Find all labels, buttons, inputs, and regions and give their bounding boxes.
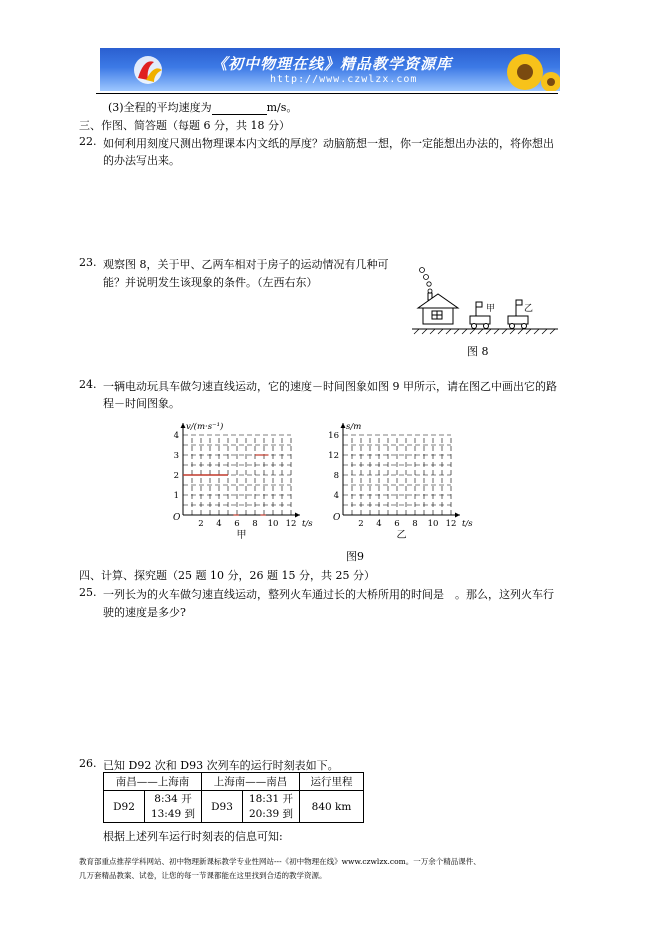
footer-line1: 教育部重点推荐学科网站、初中物理新课标教学专业性网站---《初中物理在线》www.czwlzx.com。一万余个精品课件、 — [79, 857, 481, 866]
q22-line2: 的办法写出来。 — [103, 154, 180, 167]
q24-line2: 程－时间图象。 — [103, 397, 180, 410]
chart-jia-y-tick-label: 3 — [173, 451, 179, 461]
q26-after: 根据上述列车运行时刻表的信息可知: — [103, 830, 283, 843]
chart-yi-y-tick-label: 4 — [333, 491, 339, 501]
chart-yi-y-arrow — [341, 423, 346, 428]
figure-8 — [410, 266, 560, 341]
car-yi-label: 乙 — [524, 304, 534, 314]
chart-yi-x-tick-label: 4 — [376, 519, 382, 529]
chart-jia-y-tick-label: 2 — [173, 471, 179, 481]
q26-number: 26. — [79, 757, 97, 770]
car-jia-label: 甲 — [486, 304, 496, 314]
chart-yi-x-arrow — [455, 513, 460, 518]
timetable — [103, 772, 364, 823]
train-d92: D92 — [104, 791, 145, 823]
d92-departure: 8:34 开 — [154, 792, 192, 805]
header-shanghai-nanchang: 上海南——南昌 — [202, 773, 300, 791]
chart-yi-y-tick-label: 12 — [328, 451, 339, 461]
q21-part3-text: (3)全程的平均速度为 — [108, 101, 212, 114]
q23-number: 23. — [79, 256, 97, 269]
header-distance: 运行里程 — [300, 773, 364, 791]
figure-9-caption: 图9 — [346, 550, 364, 563]
chart-yi-x-tick-label: 12 — [445, 519, 457, 529]
chart-jia-y-tick-label: 1 — [173, 491, 179, 501]
q24-line1: 一辆电动玩具车做匀速直线运动，它的速度－时间图象如图 9 甲所示，请在图乙中画出它的路 — [103, 380, 557, 393]
sunflower-icon — [485, 48, 560, 91]
chart-yi-y-tick-label: 8 — [333, 471, 339, 481]
chart-jia-panel-label: 甲 — [236, 530, 247, 540]
smoke-icon — [420, 268, 433, 294]
chart-jia-x-axis-label: t/s — [302, 519, 313, 529]
chart-jia-x-tick-label: 10 — [267, 519, 279, 529]
chart-jia-x-tick-label: 12 — [285, 519, 297, 529]
ground-hatching — [414, 329, 555, 334]
banner-url: http://www.czwlzx.com — [270, 74, 418, 85]
chart-jia-y-tick-label: 4 — [173, 431, 179, 441]
d92-arrival: 13:49 到 — [150, 807, 196, 820]
chart-yi-y-tick-label: 16 — [328, 431, 339, 441]
d93-departure: 18:31 开 — [248, 792, 294, 805]
d92-times — [145, 791, 202, 823]
chart-yi-origin-label: O — [333, 513, 341, 523]
chart-yi-x-axis-label: t/s — [462, 519, 473, 529]
header-nanchang-shanghai: 南昌——上海南 — [104, 773, 202, 791]
chart-jia-x-tick-label: 4 — [216, 519, 222, 529]
figure-8-caption: 图 8 — [467, 345, 489, 358]
chart-jia-y-axis-label: v/(m·s⁻¹) — [186, 422, 224, 432]
q25-line1: 一列长为的火车做匀速直线运动，整列火车通过长的大桥所用的时间是 。那么，这列火车行 — [103, 588, 554, 601]
chart-yi-x-tick-label: 2 — [358, 519, 364, 529]
d93-times — [243, 791, 300, 823]
chart-jia-origin-label: O — [173, 513, 181, 523]
chart-jia-x-tick-label: 2 — [198, 519, 204, 529]
chart-yi-panel-label: 乙 — [396, 530, 407, 540]
answer-blank — [212, 104, 267, 115]
chart-jia-x-arrow — [295, 513, 300, 518]
figure-9-charts — [165, 415, 495, 540]
q21-part3 — [108, 99, 297, 115]
header-rule — [96, 93, 558, 94]
q23-line1: 观察图 8，关于甲、乙两车相对于房子的运动情况有几种可 — [103, 258, 389, 271]
q25-line2: 驶的速度是多少? — [103, 606, 186, 619]
q23-line2: 能？并说明发生该现象的条件。（左西右东） — [103, 276, 318, 289]
section-4-heading: 四、计算、探究题（25 题 10 分，26 题 15 分，共 25 分） — [79, 569, 375, 582]
footer-line2: 几万套精品教案、试卷，让您的每一节课都能在这里找到合适的教学资源。 — [79, 871, 327, 880]
chart-jia-x-tick-label: 6 — [234, 519, 240, 529]
q22-line1: 如何利用刻度尺测出物理课本内文纸的厚度？动脑筋想一想，你一定能想出办法的，将你想出 — [103, 137, 554, 150]
house-icon — [418, 293, 458, 324]
chart-jia-x-tick-label: 8 — [252, 519, 258, 529]
timetable-row — [104, 791, 364, 823]
q24-number: 24. — [79, 378, 97, 391]
chart-yi-y-axis-label: s/m — [346, 422, 362, 432]
train-d93: D93 — [202, 791, 243, 823]
logo-icon — [124, 52, 174, 88]
distance-value: 840 km — [300, 791, 364, 823]
q21-part3-unit: m/s。 — [266, 101, 298, 114]
chart-yi-x-tick-label: 8 — [412, 519, 418, 529]
chart-yi-x-tick-label: 6 — [394, 519, 400, 529]
chart-yi-x-tick-label: 10 — [427, 519, 439, 529]
q26-intro: 已知 D92 次和 D93 次列车的运行时刻表如下。 — [103, 759, 339, 772]
banner-title: 《初中物理在线》精品教学资源库 — [212, 55, 453, 73]
chart-jia-y-arrow — [181, 423, 186, 428]
q25-number: 25. — [79, 586, 97, 599]
section-3-heading: 三、作图、简答题（每题 6 分，共 18 分） — [79, 119, 290, 132]
d93-arrival: 20:39 到 — [248, 807, 294, 820]
header-banner — [100, 48, 560, 91]
q22-number: 22. — [79, 135, 97, 148]
timetable-header-row — [104, 773, 364, 791]
